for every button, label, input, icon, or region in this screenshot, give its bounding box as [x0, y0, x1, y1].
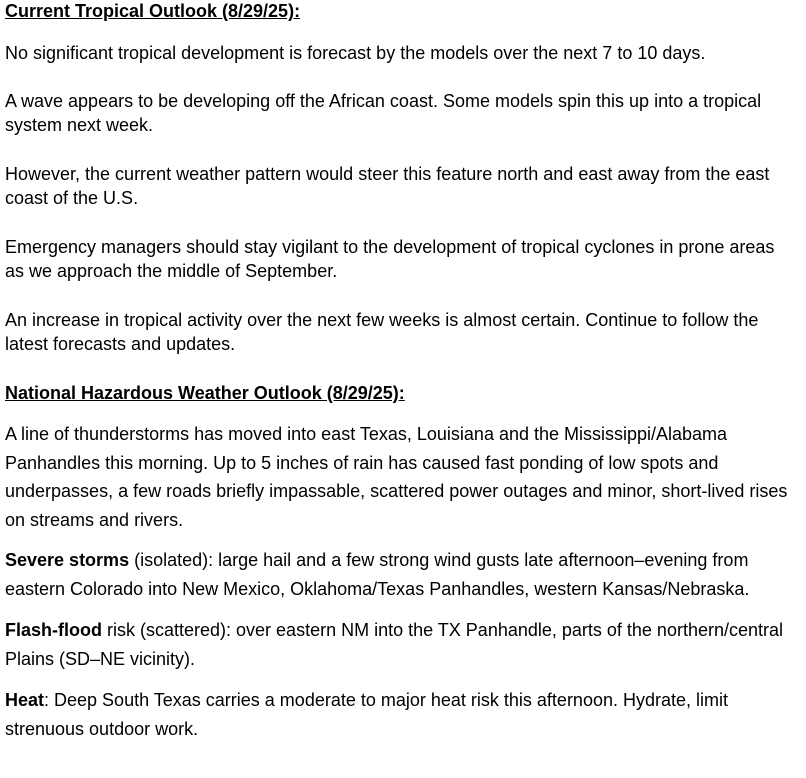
hazardous-outlook-heading: National Hazardous Weather Outlook (8/29/25):	[5, 383, 405, 403]
heat-label: Heat	[5, 690, 45, 710]
flash-flood-label: Flash-flood	[5, 620, 102, 640]
flash-flood-paragraph	[5, 616, 788, 673]
severe-storms-label: Severe storms	[5, 550, 130, 570]
tropical-paragraph-5: An increase in tropical activity over the next few weeks is almost certain. Continue to follow the latest forecasts and updates.	[5, 310, 759, 354]
hazardous-intro-paragraph: A line of thunderstorms has moved into east Texas, Louisiana and the Mississippi/Alabama Panhandles this morning. Up to 5 inches of rain has caused fast ponding of low spots and underpasses, a few roads briefly impassable, scattered power outages and minor, short-lived rises on streams and rivers.	[5, 424, 788, 530]
tropical-paragraph-2: A wave appears to be developing off the African coast. Some models spin this up into a tropical system next week.	[5, 91, 762, 135]
tropical-paragraph-4: Emergency managers should stay vigilant to the development of tropical cyclones in prone areas as we approach the middle of September.	[5, 237, 775, 281]
severe-storms-text: (isolated): large hail and a few strong wind gusts late afternoon–evening from eastern Colorado into New Mexico, Oklahoma/Texas Panhandles, western Kansas/Nebraska.	[5, 550, 750, 599]
heat-paragraph	[5, 686, 788, 743]
flash-flood-text: risk (scattered): over eastern NM into the TX Panhandle, parts of the northern/central Plains (SD–NE vicinity).	[5, 620, 784, 669]
heat-text: : Deep South Texas carries a moderate to major heat risk this afternoon. Hydrate, limit strenuous outdoor work.	[5, 690, 728, 739]
tropical-paragraph-1: No significant tropical development is forecast by the models over the next 7 to 10 days.	[5, 43, 706, 63]
tropical-paragraph-3: However, the current weather pattern would steer this feature north and east away from the east coast of the U.S.	[5, 164, 770, 208]
tropical-outlook-heading: Current Tropical Outlook (8/29/25):	[5, 1, 301, 21]
severe-storms-paragraph	[5, 546, 788, 603]
